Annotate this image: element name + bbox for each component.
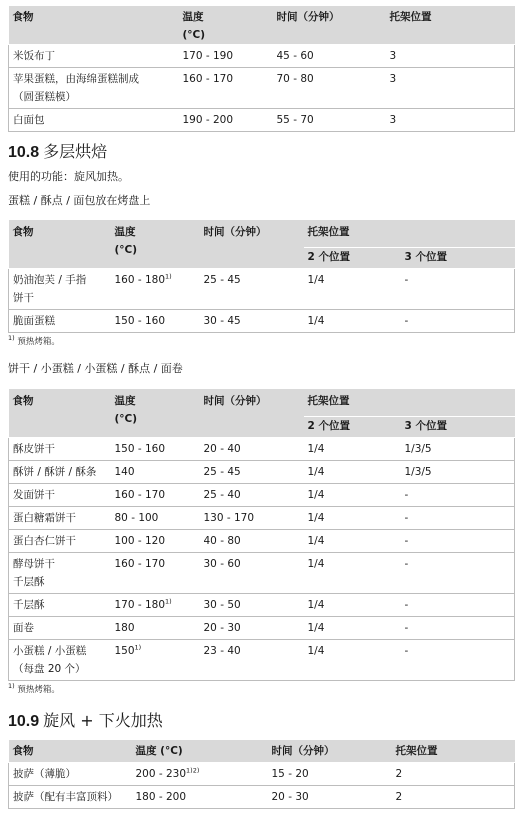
header-pos: 托架位置 [386,6,515,45]
table-header [9,220,515,248]
table-row: 酥皮饼干 150 - 160 20 - 40 1/4 1/3/5 [9,438,515,461]
table-a [8,220,515,349]
table-row: 发面饼干 160 - 170 25 - 40 1/4 - [9,484,515,507]
table-b [8,389,515,697]
table-header [9,389,515,417]
header-temp: 温度 (°C) [111,389,200,438]
section-heading-10-9 [8,711,515,731]
header-temp: 温度 (°C) [132,740,268,763]
table-row: 披萨（配有丰富顶料） 180 - 200 20 - 30 2 [9,786,515,809]
header-pos-3: 3 个位置 [401,248,515,269]
function-text: 使用的功能：旋风加热。 [8,170,129,183]
table-row: 千层酥 170 - 180$^{1)}$ 30 - 50 1/4 - [9,594,515,617]
header-pos: 托架位置 [392,740,515,763]
table-row: 小蛋糕 / 小蛋糕 （每盘 20 个） 150$^{1)}$ 23 - 40 1/4 - [9,640,515,681]
header-food: 食物 [9,389,111,438]
table-row: 脆面蛋糕 150 - 160 30 - 45 1/4 - [9,310,515,333]
table-row: 面卷 180 20 - 30 1/4 - [9,617,515,640]
header-food: 食物 [9,220,111,269]
table-row: 酥饼 / 酥饼 / 酥条 140 25 - 45 1/4 1/3/5 [9,461,515,484]
header-food: 食物 [9,740,132,763]
table-top [8,6,515,132]
table-header [9,6,515,45]
header-time: 时间（分钟） [268,740,392,763]
header-time: 时间（分钟） [200,389,304,438]
footnote: $^{1)}$ 预热烤箱。 [8,682,60,695]
header-pos-3: 3 个位置 [401,417,515,438]
subtitle-b: 饼干 / 小蛋糕 / 小蛋糕 / 酥点 / 面卷 [8,362,183,375]
header-pos: 托架位置 [304,389,515,417]
table-row: 蛋白糖霜饼干 80 - 100 130 - 170 1/4 - [9,507,515,530]
section-heading-10-8 [8,142,515,162]
section-title: 多层烘焙 [43,142,108,161]
header-temp: 温度 (°C) [179,6,273,45]
footnote: $^{1)}$ 预热烤箱。 [8,334,60,347]
section-title: 旋风 + 下火加热 [43,711,163,730]
table-c [8,740,515,809]
subtitle-a: 蛋糕 / 酥点 / 面包放在烤盘上 [8,194,151,207]
table-row: 奶油泡芙 / 手指 饼干 160 - 180$^{1)}$ 25 - 45 1/4 - [9,269,515,310]
table-row: 酵母饼干 千层酥 160 - 170 30 - 60 1/4 - [9,553,515,594]
table-header [9,740,515,763]
section-number: 10.8 [8,144,40,161]
header-time: 时间（分钟） [200,220,304,269]
table-row: 白面包 190 - 200 55 - 70 3 [9,109,515,132]
header-food: 食物 [9,6,179,45]
header-temp: 温度 (°C) [111,220,200,269]
section-number: 10.9 [8,713,40,730]
table-row: 苹果蛋糕，由海绵蛋糕制成 （圆蛋糕模） 160 - 170 70 - 80 3 [9,68,515,109]
header-pos-2: 2 个位置 [304,417,401,438]
table-row: 披萨（薄脆） $200 - 230^{1)2)}$ 15 - 20 2 [9,763,515,786]
table-row: 米饭布丁 170 - 190 45 - 60 3 [9,45,515,68]
header-pos-2: 2 个位置 [304,248,401,269]
table-row: 蛋白杏仁饼干 100 - 120 40 - 80 1/4 - [9,530,515,553]
header-time: 时间（分钟） [273,6,386,45]
header-pos: 托架位置 [304,220,515,248]
